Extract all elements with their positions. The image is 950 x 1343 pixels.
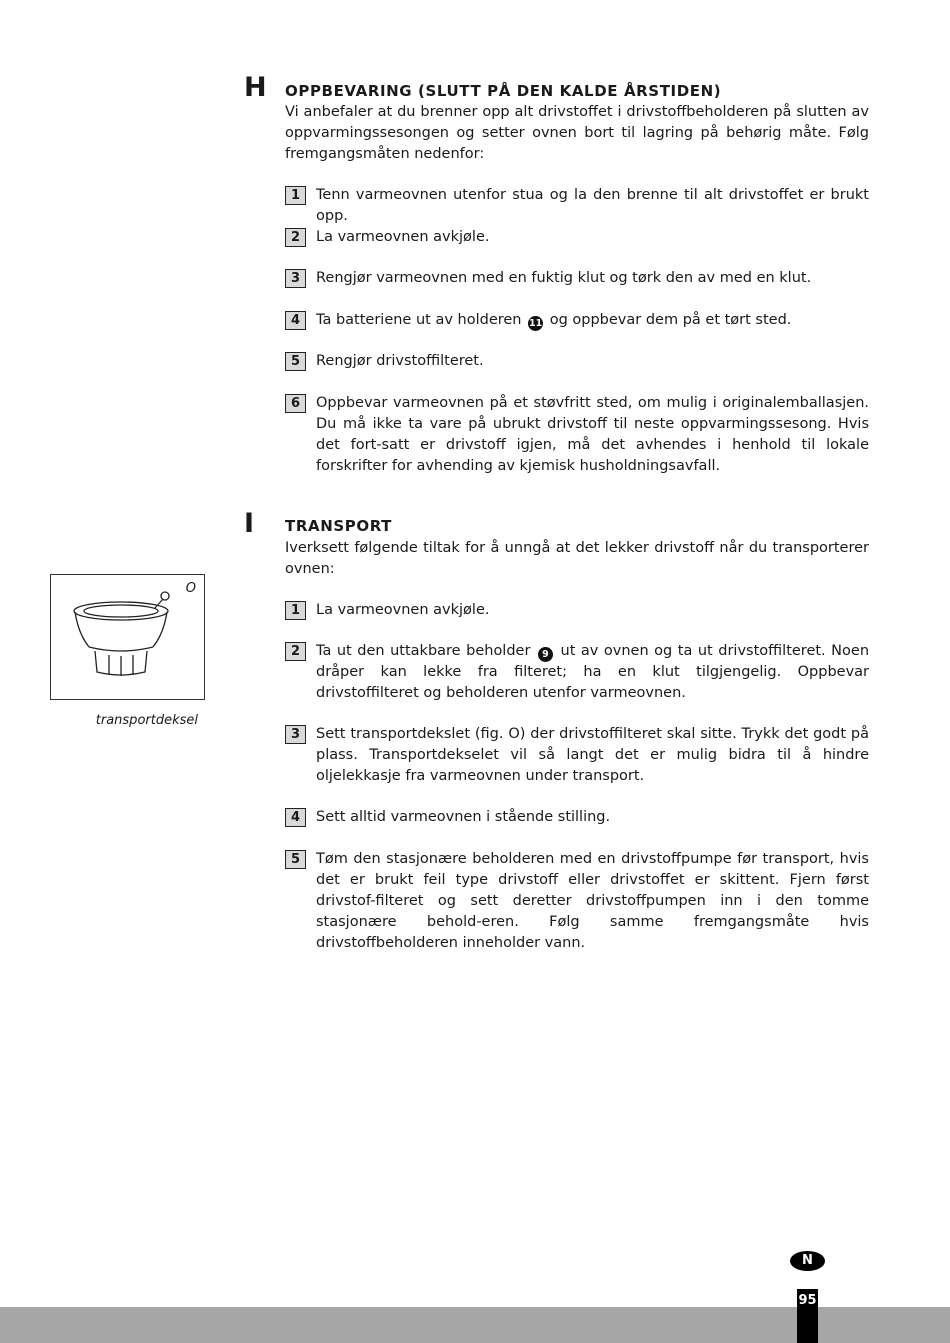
figure-caption: transportdeksel <box>95 713 198 728</box>
section-title-h: OPPBEVARING (SLUTT PÅ DEN KALDE ÅRSTIDEN) <box>285 82 722 100</box>
step-number: 1 <box>285 601 306 620</box>
step-text-after: ut av ovnen og ta ut drivstoffilteret. Noen dråper kan lekke fra filteret; ha en klut tilgjengelig. Oppbevar drivstoffilteret og beholderen utenfor varmeovnen. <box>316 643 870 701</box>
figure-o-box <box>50 574 205 700</box>
step-text: Rengjør varmeovnen med en fuktig klut og tørk den av med en klut. <box>316 270 812 286</box>
step-text: Oppbevar varmeovnen på et støvfritt sted, om mulig i originalemballasjen. Du må ikke ta vare på ubrukt drivstoff til neste oppvarmingssesong. Hvis det fort-satt er drivstoff igjen, må det avhendes i henhold til lokale forskrifter for avhending av kjemisk husholdningsavfall. <box>316 395 869 474</box>
transport-cover-illustration <box>51 575 204 699</box>
section-letter-i: I <box>244 508 255 539</box>
step-text: Tenn varmeovnen utenfor stua og la den brenne til alt drivstoffet er brukt opp. <box>316 187 869 224</box>
part-reference-badge: 9 <box>538 647 553 662</box>
step-text <box>316 641 869 704</box>
step-text: Rengjør drivstoffilteret. <box>316 353 484 369</box>
step-text <box>316 310 869 331</box>
step-text: La varmeovnen avkjøle. <box>316 602 490 618</box>
step-number: 3 <box>285 725 306 744</box>
step-number: 4 <box>285 311 306 330</box>
step-text: Sett transportdekslet (fig. O) der drivstoffilteret skal sitte. Trykk det godt på plass. Transportdekselet vil så langt det er mulig bidra til å hindre oljelekkasje fra varmeovnen under transport. <box>316 726 869 784</box>
step-number: 4 <box>285 808 306 827</box>
page-number-tab <box>797 1289 818 1343</box>
page-number: 95 <box>798 1293 817 1308</box>
step-number: 2 <box>285 642 306 661</box>
section-title-i: TRANSPORT <box>285 517 393 535</box>
step-number: 3 <box>285 269 306 288</box>
step-number: 2 <box>285 228 306 247</box>
step-number: 5 <box>285 850 306 869</box>
language-badge: N <box>790 1251 825 1271</box>
step-text-before: Ta batteriene ut av holderen <box>316 312 522 328</box>
section-letter-h: H <box>244 72 267 103</box>
step-number: 5 <box>285 352 306 371</box>
figure-letter: O <box>185 581 196 596</box>
step-text: Tøm den stasjonære beholderen med en drivstoffpumpe før transport, hvis det er brukt feil type drivstoff eller drivstoffet er skittent. Fjern først drivstof-filteret og sett deretter drivstoffpumpen inn i den tomme stasjonære behold-eren. Følg samme fremgangsmåte hvis drivstoffbeholderen inneholder vann. <box>316 851 869 951</box>
part-reference-badge: 11 <box>528 318 543 329</box>
step-text: La varmeovnen avkjøle. <box>316 229 490 245</box>
step-text: Sett alltid varmeovnen i stående stilling. <box>316 809 611 825</box>
step-text-before: Ta ut den uttakbare beholder <box>316 643 531 659</box>
section-intro-h: Vi anbefaler at du brenner opp alt drivstoffet i drivstoffbeholderen på slutten av oppvarmingssesongen og setter ovnen bort til lagring på behørig måte. Følg fremgangsmåten nedenfor: <box>285 104 869 162</box>
step-number: 6 <box>285 394 306 413</box>
step-number: 1 <box>285 186 306 205</box>
section-intro-i: Iverksett følgende tiltak for å unngå at det lekker drivstoff når du transporterer ovnen: <box>285 540 869 577</box>
step-text-after: og oppbevar dem på et tørt sted. <box>549 312 792 328</box>
